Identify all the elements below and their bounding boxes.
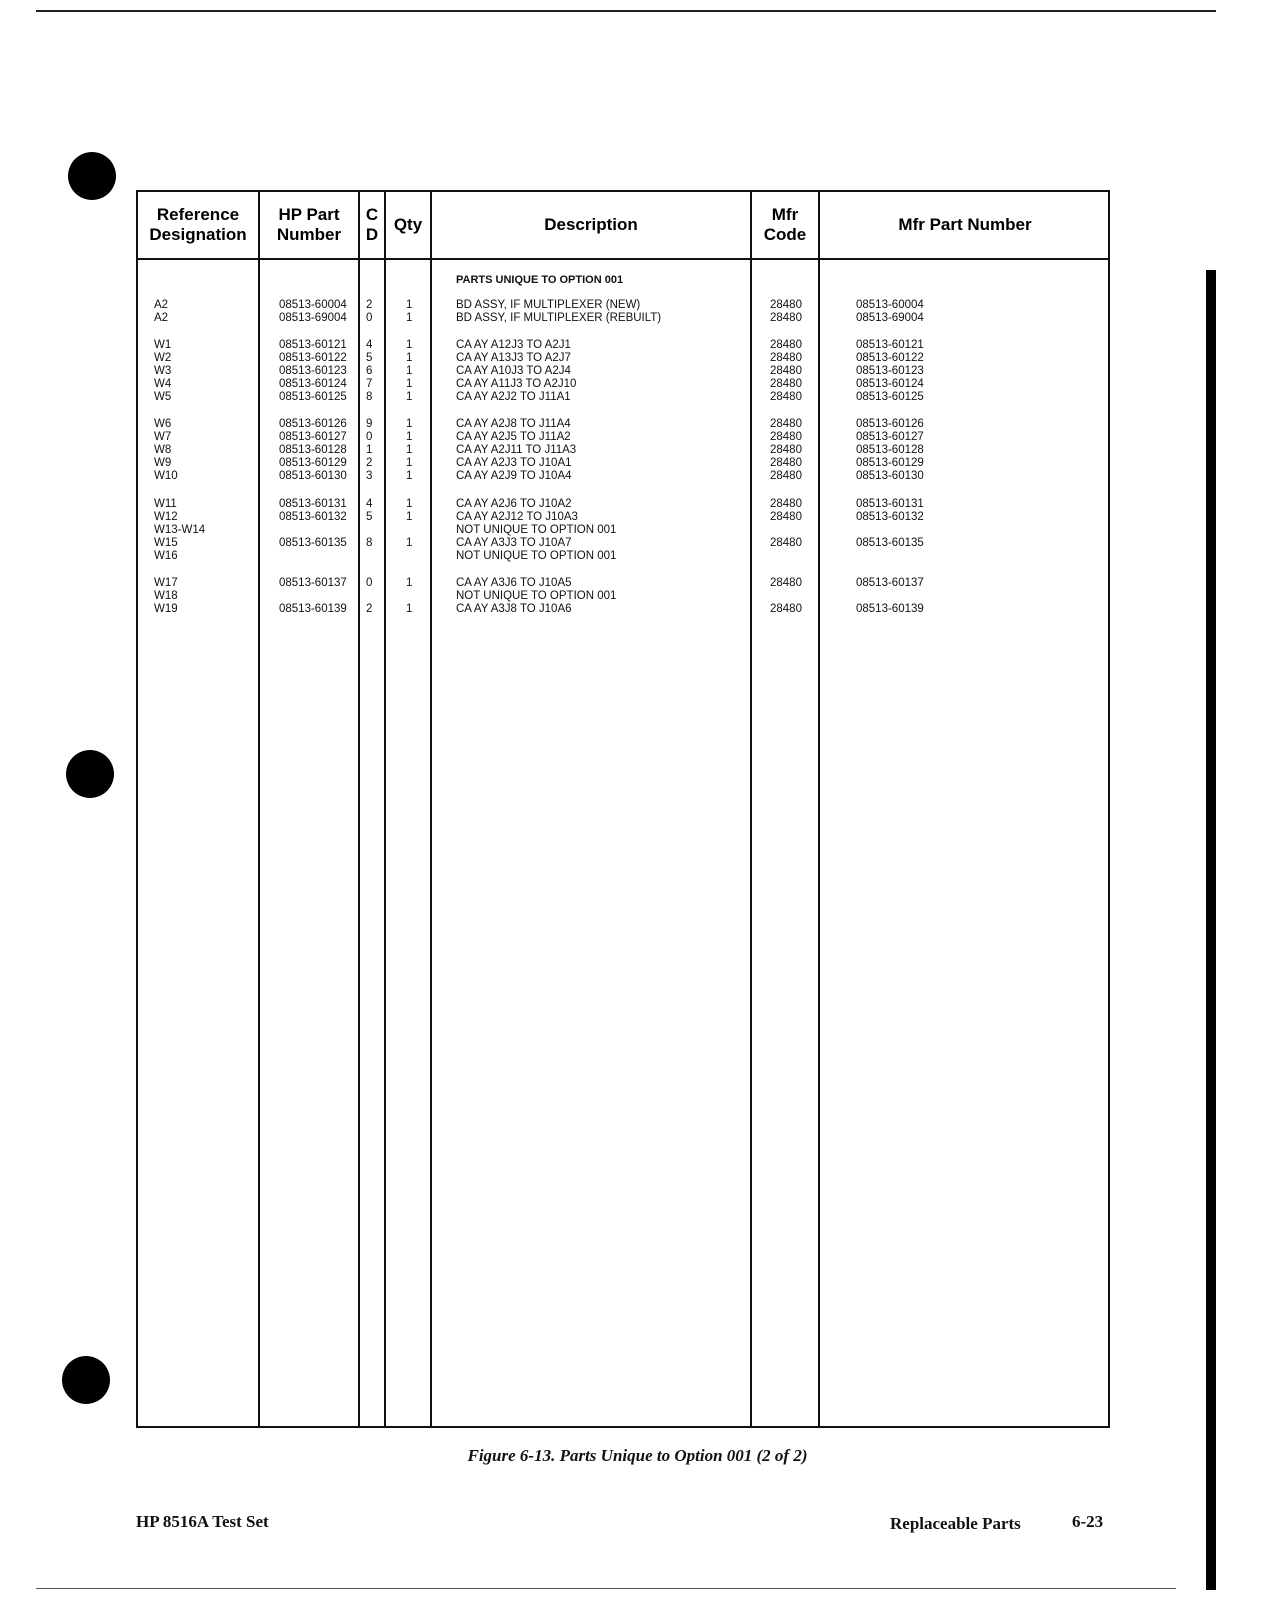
table-row bbox=[138, 469, 1108, 483]
punch-hole bbox=[68, 152, 116, 200]
cell-cd: 8 bbox=[366, 537, 373, 549]
cell-hp-part: 08513-60130 bbox=[279, 470, 347, 482]
cell-description: CA AY A2J9 TO J10A4 bbox=[456, 470, 572, 482]
cell-mfr-code: 28480 bbox=[770, 418, 802, 430]
header-rule bbox=[138, 258, 1108, 260]
cell-mfr-part: 08513-60121 bbox=[856, 339, 924, 351]
cell-cd: 2 bbox=[366, 457, 373, 469]
cell-mfr-code: 28480 bbox=[770, 457, 802, 469]
cell-ref: W19 bbox=[154, 603, 178, 615]
table-row bbox=[138, 338, 1108, 352]
cell-description: CA AY A3J8 TO J10A6 bbox=[456, 603, 572, 615]
table-row bbox=[138, 430, 1108, 444]
cell-hp-part: 08513-60121 bbox=[279, 339, 347, 351]
cell-mfr-part: 08513-60130 bbox=[856, 470, 924, 482]
cell-mfr-code: 28480 bbox=[770, 378, 802, 390]
cell-hp-part: 08513-60126 bbox=[279, 418, 347, 430]
cell-cd: 2 bbox=[366, 299, 373, 311]
cell-mfr-code: 28480 bbox=[770, 352, 802, 364]
cell-cd: 9 bbox=[366, 418, 373, 430]
table-row bbox=[138, 510, 1108, 524]
table-row bbox=[138, 351, 1108, 365]
cell-ref: W17 bbox=[154, 577, 178, 589]
cell-qty: 1 bbox=[406, 352, 413, 364]
cell-description: CA AY A12J3 TO A2J1 bbox=[456, 339, 571, 351]
cell-description: CA AY A2J8 TO J11A4 bbox=[456, 418, 571, 430]
cell-qty: 1 bbox=[406, 457, 413, 469]
cell-qty: 1 bbox=[406, 339, 413, 351]
cell-mfr-code: 28480 bbox=[770, 444, 802, 456]
cell-hp-part: 08513-60004 bbox=[279, 299, 347, 311]
cell-description: CA AY A13J3 TO A2J7 bbox=[456, 352, 571, 364]
cell-ref: W16 bbox=[154, 550, 178, 562]
cell-cd: 1 bbox=[366, 444, 373, 456]
cell-hp-part: 08513-60128 bbox=[279, 444, 347, 456]
cell-cd: 0 bbox=[366, 577, 373, 589]
cell-description: NOT UNIQUE TO OPTION 001 bbox=[456, 524, 617, 536]
cell-qty: 1 bbox=[406, 391, 413, 403]
cell-ref: W5 bbox=[154, 391, 172, 403]
cell-qty: 1 bbox=[406, 365, 413, 377]
table-row bbox=[138, 390, 1108, 404]
cell-hp-part: 08513-60124 bbox=[279, 378, 347, 390]
cell-mfr-part: 08513-60139 bbox=[856, 603, 924, 615]
cell-description: CA AY A2J11 TO J11A3 bbox=[456, 444, 577, 456]
binding-edge bbox=[1206, 270, 1216, 1590]
cell-qty: 1 bbox=[406, 511, 413, 523]
table-row bbox=[138, 443, 1108, 457]
cell-ref: W9 bbox=[154, 457, 172, 469]
cell-mfr-code: 28480 bbox=[770, 603, 802, 615]
header-reference-designation: Reference Designation bbox=[149, 205, 247, 244]
cell-mfr-code: 28480 bbox=[770, 365, 802, 377]
cell-ref: W6 bbox=[154, 418, 172, 430]
cell-hp-part: 08513-60139 bbox=[279, 603, 347, 615]
cell-mfr-code: 28480 bbox=[770, 299, 802, 311]
header-mfr-part-number: Mfr Part Number bbox=[898, 215, 1032, 234]
cell-mfr-code: 28480 bbox=[770, 470, 802, 482]
cell-mfr-code: 28480 bbox=[770, 577, 802, 589]
table-row bbox=[138, 549, 1108, 563]
cell-mfr-part: 08513-60127 bbox=[856, 431, 924, 443]
cell-description: CA AY A2J12 TO J10A3 bbox=[456, 511, 578, 523]
cell-ref: W1 bbox=[154, 339, 172, 351]
cell-hp-part: 08513-60127 bbox=[279, 431, 347, 443]
cell-hp-part: 08513-60132 bbox=[279, 511, 347, 523]
table-row bbox=[138, 602, 1108, 616]
cell-mfr-code: 28480 bbox=[770, 431, 802, 443]
cell-hp-part: 08513-60129 bbox=[279, 457, 347, 469]
header-mfr-code: Mfr Code bbox=[763, 205, 807, 244]
cell-cd: 5 bbox=[366, 352, 373, 364]
cell-ref: W7 bbox=[154, 431, 172, 443]
cell-description: BD ASSY, IF MULTIPLEXER (NEW) bbox=[456, 299, 641, 311]
cell-hp-part: 08513-60135 bbox=[279, 537, 347, 549]
cell-qty: 1 bbox=[406, 498, 413, 510]
cell-mfr-part: 08513-60137 bbox=[856, 577, 924, 589]
cell-description: CA AY A2J5 TO J11A2 bbox=[456, 431, 571, 443]
cell-qty: 1 bbox=[406, 418, 413, 430]
cell-ref: W8 bbox=[154, 444, 172, 456]
parts-table bbox=[136, 190, 1110, 1428]
figure-caption: Figure 6-13. Parts Unique to Option 001 (2 of 2) bbox=[467, 1446, 808, 1465]
cell-mfr-code: 28480 bbox=[770, 339, 802, 351]
header-description: Description bbox=[544, 215, 638, 234]
cell-hp-part: 08513-60125 bbox=[279, 391, 347, 403]
cell-mfr-code: 28480 bbox=[770, 537, 802, 549]
cell-mfr-part: 08513-60128 bbox=[856, 444, 924, 456]
cell-hp-part: 08513-60123 bbox=[279, 365, 347, 377]
cell-qty: 1 bbox=[406, 299, 413, 311]
cell-mfr-code: 28480 bbox=[770, 498, 802, 510]
header-qty: Qty bbox=[393, 215, 423, 234]
header-cd: C D bbox=[365, 205, 379, 244]
table-row bbox=[138, 417, 1108, 431]
cell-description: CA AY A11J3 TO A2J10 bbox=[456, 378, 577, 390]
cell-ref: A2 bbox=[154, 299, 169, 311]
cell-description: CA AY A10J3 TO A2J4 bbox=[456, 365, 571, 377]
cell-description: CA AY A3J6 TO J10A5 bbox=[456, 577, 572, 589]
table-row bbox=[138, 298, 1108, 312]
table-row bbox=[138, 497, 1108, 511]
section-heading: PARTS UNIQUE TO OPTION 001 bbox=[456, 274, 624, 286]
punch-hole bbox=[62, 1356, 110, 1404]
cell-mfr-part: 08513-60122 bbox=[856, 352, 924, 364]
table-row bbox=[138, 377, 1108, 391]
cell-description: CA AY A2J2 TO J11A1 bbox=[456, 391, 571, 403]
cell-mfr-part: 08513-69004 bbox=[856, 312, 924, 324]
cell-cd: 6 bbox=[366, 365, 373, 377]
cell-ref: W10 bbox=[154, 470, 178, 482]
footer-product: HP 8516A Test Set bbox=[136, 1512, 269, 1531]
table-row bbox=[138, 456, 1108, 470]
cell-cd: 2 bbox=[366, 603, 373, 615]
cell-description: CA AY A3J3 TO J10A7 bbox=[456, 537, 572, 549]
cell-description: CA AY A2J3 TO J10A1 bbox=[456, 457, 572, 469]
cell-ref: W11 bbox=[154, 498, 177, 510]
cell-cd: 7 bbox=[366, 378, 373, 390]
cell-cd: 8 bbox=[366, 391, 373, 403]
table-row bbox=[138, 523, 1108, 537]
cell-cd: 5 bbox=[366, 511, 373, 523]
table-row bbox=[138, 311, 1108, 325]
cell-mfr-part: 08513-60125 bbox=[856, 391, 924, 403]
cell-qty: 1 bbox=[406, 577, 413, 589]
cell-mfr-part: 08513-60135 bbox=[856, 537, 924, 549]
cell-hp-part: 08513-69004 bbox=[279, 312, 347, 324]
cell-cd: 4 bbox=[366, 339, 373, 351]
cell-description: NOT UNIQUE TO OPTION 001 bbox=[456, 590, 617, 602]
cell-mfr-part: 08513-60124 bbox=[856, 378, 924, 390]
cell-ref: W18 bbox=[154, 590, 178, 602]
cell-ref: W3 bbox=[154, 365, 172, 377]
cell-cd: 4 bbox=[366, 498, 373, 510]
cell-ref: A2 bbox=[154, 312, 169, 324]
table-row bbox=[138, 576, 1108, 590]
cell-hp-part: 08513-60137 bbox=[279, 577, 347, 589]
table-row bbox=[138, 364, 1108, 378]
cell-mfr-part: 08513-60131 bbox=[856, 498, 924, 510]
cell-mfr-part: 08513-60123 bbox=[856, 365, 924, 377]
top-rule bbox=[36, 10, 1216, 12]
cell-mfr-part: 08513-60126 bbox=[856, 418, 924, 430]
cell-description: CA AY A2J6 TO J10A2 bbox=[456, 498, 572, 510]
cell-ref: W2 bbox=[154, 352, 172, 364]
cell-qty: 1 bbox=[406, 470, 413, 482]
cell-ref: W12 bbox=[154, 511, 178, 523]
table-row bbox=[138, 536, 1108, 550]
cell-mfr-code: 28480 bbox=[770, 312, 802, 324]
cell-qty: 1 bbox=[406, 603, 413, 615]
cell-cd: 3 bbox=[366, 470, 373, 482]
cell-hp-part: 08513-60131 bbox=[279, 498, 347, 510]
cell-ref: W15 bbox=[154, 537, 178, 549]
cell-hp-part: 08513-60122 bbox=[279, 352, 347, 364]
cell-mfr-part: 08513-60004 bbox=[856, 299, 924, 311]
footer-page-number: 6-23 bbox=[1072, 1512, 1104, 1531]
bottom-rule bbox=[36, 1588, 1176, 1589]
punch-hole bbox=[66, 750, 114, 798]
cell-qty: 1 bbox=[406, 431, 413, 443]
cell-mfr-code: 28480 bbox=[770, 511, 802, 523]
footer-section: Replaceable Parts bbox=[890, 1514, 1021, 1533]
cell-cd: 0 bbox=[366, 312, 373, 324]
cell-mfr-code: 28480 bbox=[770, 391, 802, 403]
cell-mfr-part: 08513-60132 bbox=[856, 511, 924, 523]
cell-description: BD ASSY, IF MULTIPLEXER (REBUILT) bbox=[456, 312, 662, 324]
cell-qty: 1 bbox=[406, 312, 413, 324]
cell-cd: 0 bbox=[366, 431, 373, 443]
cell-mfr-part: 08513-60129 bbox=[856, 457, 924, 469]
header-hp-part-number: HP Part Number bbox=[276, 205, 342, 244]
cell-ref: W13-W14 bbox=[154, 524, 206, 536]
cell-qty: 1 bbox=[406, 537, 413, 549]
table-row bbox=[138, 589, 1108, 603]
cell-ref: W4 bbox=[154, 378, 172, 390]
cell-qty: 1 bbox=[406, 378, 413, 390]
cell-description: NOT UNIQUE TO OPTION 001 bbox=[456, 550, 617, 562]
cell-qty: 1 bbox=[406, 444, 413, 456]
